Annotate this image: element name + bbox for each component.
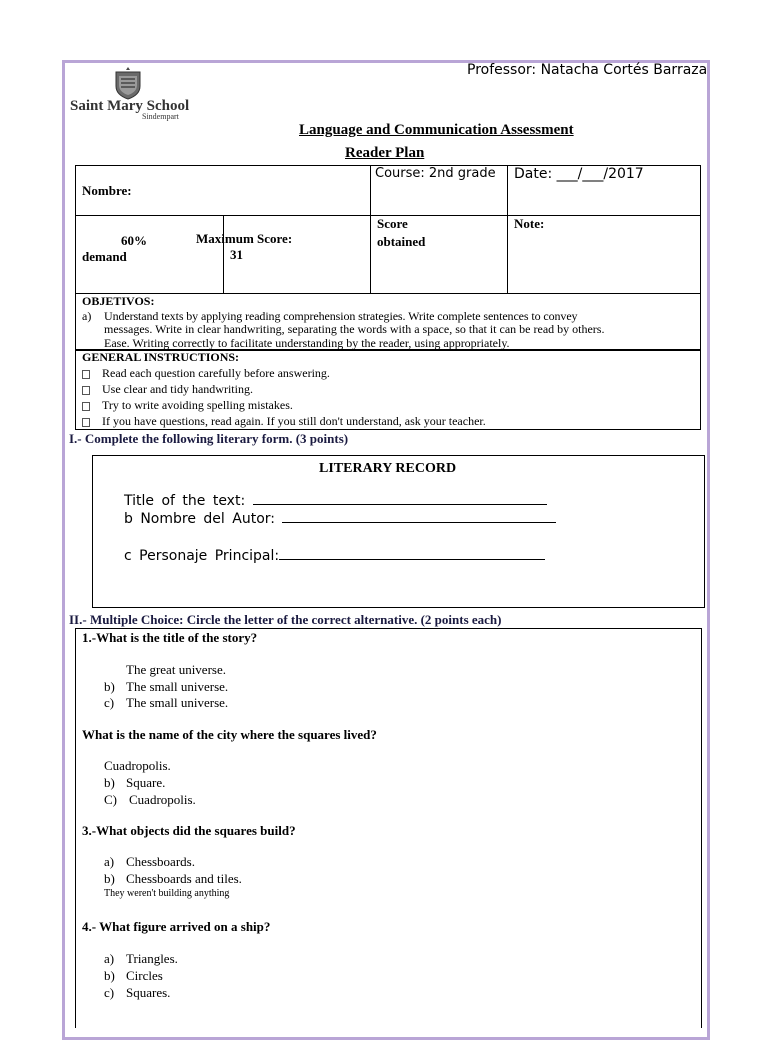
option-text: Chessboards. — [126, 854, 195, 869]
instructions-title: GENERAL INSTRUCTIONS: — [82, 350, 240, 364]
course-label: Course: 2nd grade — [375, 166, 496, 181]
option-a[interactable] — [104, 951, 178, 967]
nombre-label: Nombre: — [82, 183, 132, 198]
nombre-cell[interactable] — [76, 166, 371, 216]
option-a[interactable] — [104, 854, 195, 870]
character-field-label: c Personaje Principal: — [124, 548, 280, 564]
option-text: Triangles. — [126, 951, 178, 966]
option-marker: b) — [104, 968, 115, 983]
instruction-item — [82, 398, 293, 413]
option-marker: b) — [104, 775, 115, 790]
option-marker: b) — [104, 871, 115, 886]
author-answer-line[interactable] — [282, 510, 556, 523]
option-text: They weren't building anything — [104, 888, 230, 899]
instruction-text: Read each question carefully before answering. — [102, 366, 330, 380]
school-crest-icon — [112, 66, 144, 100]
score-label-line1: Score — [377, 216, 408, 231]
max-score-value: 31 — [230, 247, 243, 262]
question-3: 3.-What objects did the squares build? — [82, 823, 296, 838]
demand-cell — [76, 216, 224, 294]
literary-record-box — [92, 455, 705, 608]
objectives-marker: a) — [82, 309, 92, 323]
section1-heading: I.- Complete the following literary form. (3 points) — [69, 431, 349, 446]
option-marker: c) — [104, 695, 115, 710]
option-text: The small universe. — [126, 695, 229, 710]
option-text: Cuadropolis. — [129, 792, 196, 807]
section2-heading: II.- Multiple Choice: Circle the letter of the correct alternative. (2 points each) — [69, 612, 502, 627]
question-1: 1.-What is the title of the story? — [82, 630, 258, 645]
max-score-label: Maximum Score: — [196, 231, 293, 246]
title-answer-line[interactable] — [253, 492, 547, 505]
school-name: Saint Mary School — [70, 98, 190, 114]
objectives-title: OBJETIVOS: — [82, 294, 155, 308]
option-c[interactable] — [104, 695, 228, 711]
option-marker: C) — [104, 792, 117, 807]
option-c[interactable] — [104, 792, 196, 808]
option-c[interactable] — [104, 985, 170, 1001]
checkbox-bullet-icon — [82, 418, 90, 427]
option-text: Circles — [126, 968, 163, 983]
option-b[interactable] — [104, 679, 228, 695]
question-4: 4.- What figure arrived on a ship? — [82, 919, 271, 934]
option-text: Square. — [126, 775, 166, 790]
option-a[interactable] — [104, 758, 171, 774]
option-text: Chessboards and tiles. — [126, 871, 242, 886]
title-field-label: Title of the text: — [124, 493, 246, 509]
instruction-text: Use clear and tidy handwriting. — [102, 382, 253, 396]
course-cell — [371, 166, 508, 216]
author-field-label: b Nombre del Autor: — [124, 511, 275, 527]
option-marker: a) — [104, 854, 115, 869]
character-answer-line[interactable] — [279, 547, 545, 560]
demand-percent: 60% — [121, 233, 147, 248]
checkbox-bullet-icon — [82, 370, 90, 379]
note-label: Note: — [514, 216, 545, 231]
score-label-line2: obtained — [377, 234, 426, 249]
instruction-text: If you have questions, read again. If you still don't understand, ask your teacher. — [102, 414, 486, 428]
literary-record-title: LITERARY RECORD — [319, 461, 457, 476]
option-a[interactable] — [104, 662, 226, 678]
note-cell[interactable] — [508, 216, 701, 294]
instruction-text: Try to write avoiding spelling mistakes. — [102, 398, 293, 412]
option-text: Cuadropolis. — [104, 758, 171, 773]
option-marker: c) — [104, 985, 115, 1000]
question-2: What is the name of the city where the squares lived? — [82, 727, 377, 742]
character-field[interactable] — [124, 547, 545, 564]
option-marker: a) — [104, 951, 115, 966]
option-c[interactable] — [104, 888, 229, 899]
date-cell[interactable] — [508, 166, 701, 216]
checkbox-bullet-icon — [82, 386, 90, 395]
instruction-item — [82, 414, 486, 429]
objectives-line3: Ease. Writing correctly to facilitate understanding by the reader, using appropriately. — [104, 336, 510, 350]
professor-name: Professor: Natacha Cortés Barraza — [467, 62, 708, 78]
checkbox-bullet-icon — [82, 402, 90, 411]
option-b[interactable] — [104, 775, 165, 791]
objectives-line2: messages. Write in clear handwriting, separating the words with a space, so that it can be read by others. — [104, 322, 605, 336]
option-b[interactable] — [104, 968, 163, 984]
title-field[interactable] — [124, 492, 547, 509]
assessment-subtitle: Reader Plan — [345, 145, 425, 161]
author-field[interactable] — [124, 510, 556, 527]
objectives-line1: Understand texts by applying reading comprehension strategies. Write complete sentences to convey — [104, 309, 578, 323]
option-text: The great universe. — [126, 662, 226, 677]
instruction-item — [82, 366, 330, 381]
assessment-title: Language and Communication Assessment — [299, 122, 574, 138]
instruction-item — [82, 382, 253, 397]
option-marker: b) — [104, 679, 115, 694]
school-subtitle: Sindempart — [142, 112, 179, 121]
option-text: Squares. — [126, 985, 171, 1000]
score-obtained-cell[interactable] — [371, 216, 508, 294]
demand-label: demand — [82, 249, 127, 264]
option-b[interactable] — [104, 871, 242, 887]
student-info-table — [75, 165, 701, 294]
option-text: The small universe. — [126, 679, 229, 694]
max-score-cell — [196, 216, 371, 294]
date-label: Date: ___/___/2017 — [514, 166, 644, 182]
